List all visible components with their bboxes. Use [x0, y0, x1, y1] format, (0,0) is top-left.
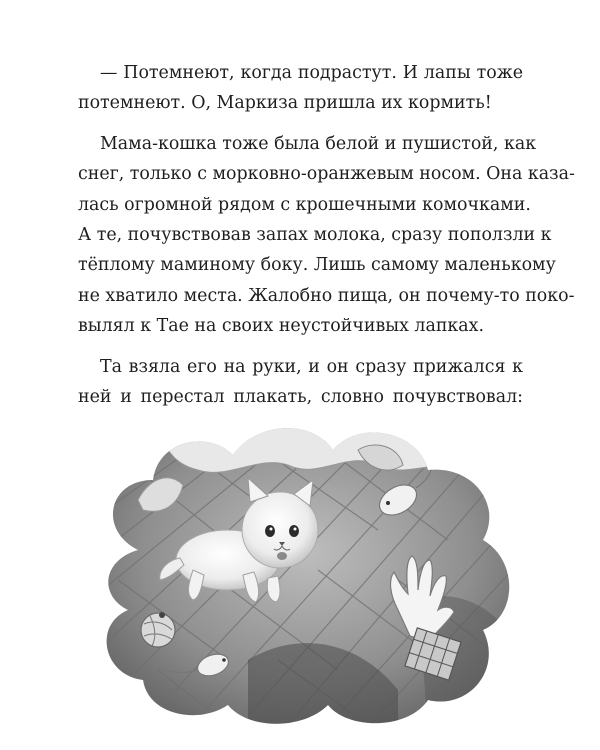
paragraph-1 [78, 58, 523, 119]
floor-scene [98, 410, 518, 728]
text-line: Та взяла его на руки, и он сразу прижался к [100, 356, 523, 377]
toy-ball-icon [141, 612, 175, 647]
text-line: вылял к Тае на своих неустойчивых лапках. [78, 316, 484, 337]
book-page-text [78, 58, 575, 422]
text-line: лась огромной рядом с крошечными комочками. [78, 194, 531, 215]
text-line: — Потемнеют, когда подрастут. И лапы тоже [100, 63, 523, 83]
text-line: Мама-кошка тоже была белой и пушистой, как [100, 133, 537, 154]
paragraph-3 [78, 352, 523, 413]
text-line: тёплому маминому боку. Лишь самому маленькому [78, 255, 556, 276]
text-line: ней и перестал плакать, словно почувствовал: [78, 387, 523, 408]
kitten-illustration [98, 410, 518, 728]
text-line: не хватило места. Жалобно пища, он почему-то поко- [78, 285, 575, 306]
text-line: снег, только с морковно-оранжевым носом. Она каза- [78, 164, 575, 185]
text-line: потемнеют. О, Маркиза пришла их кормить! [78, 93, 492, 114]
paragraph-2 [78, 129, 575, 342]
text-line: А те, почувствовав запах молока, сразу поползли к [78, 225, 552, 246]
